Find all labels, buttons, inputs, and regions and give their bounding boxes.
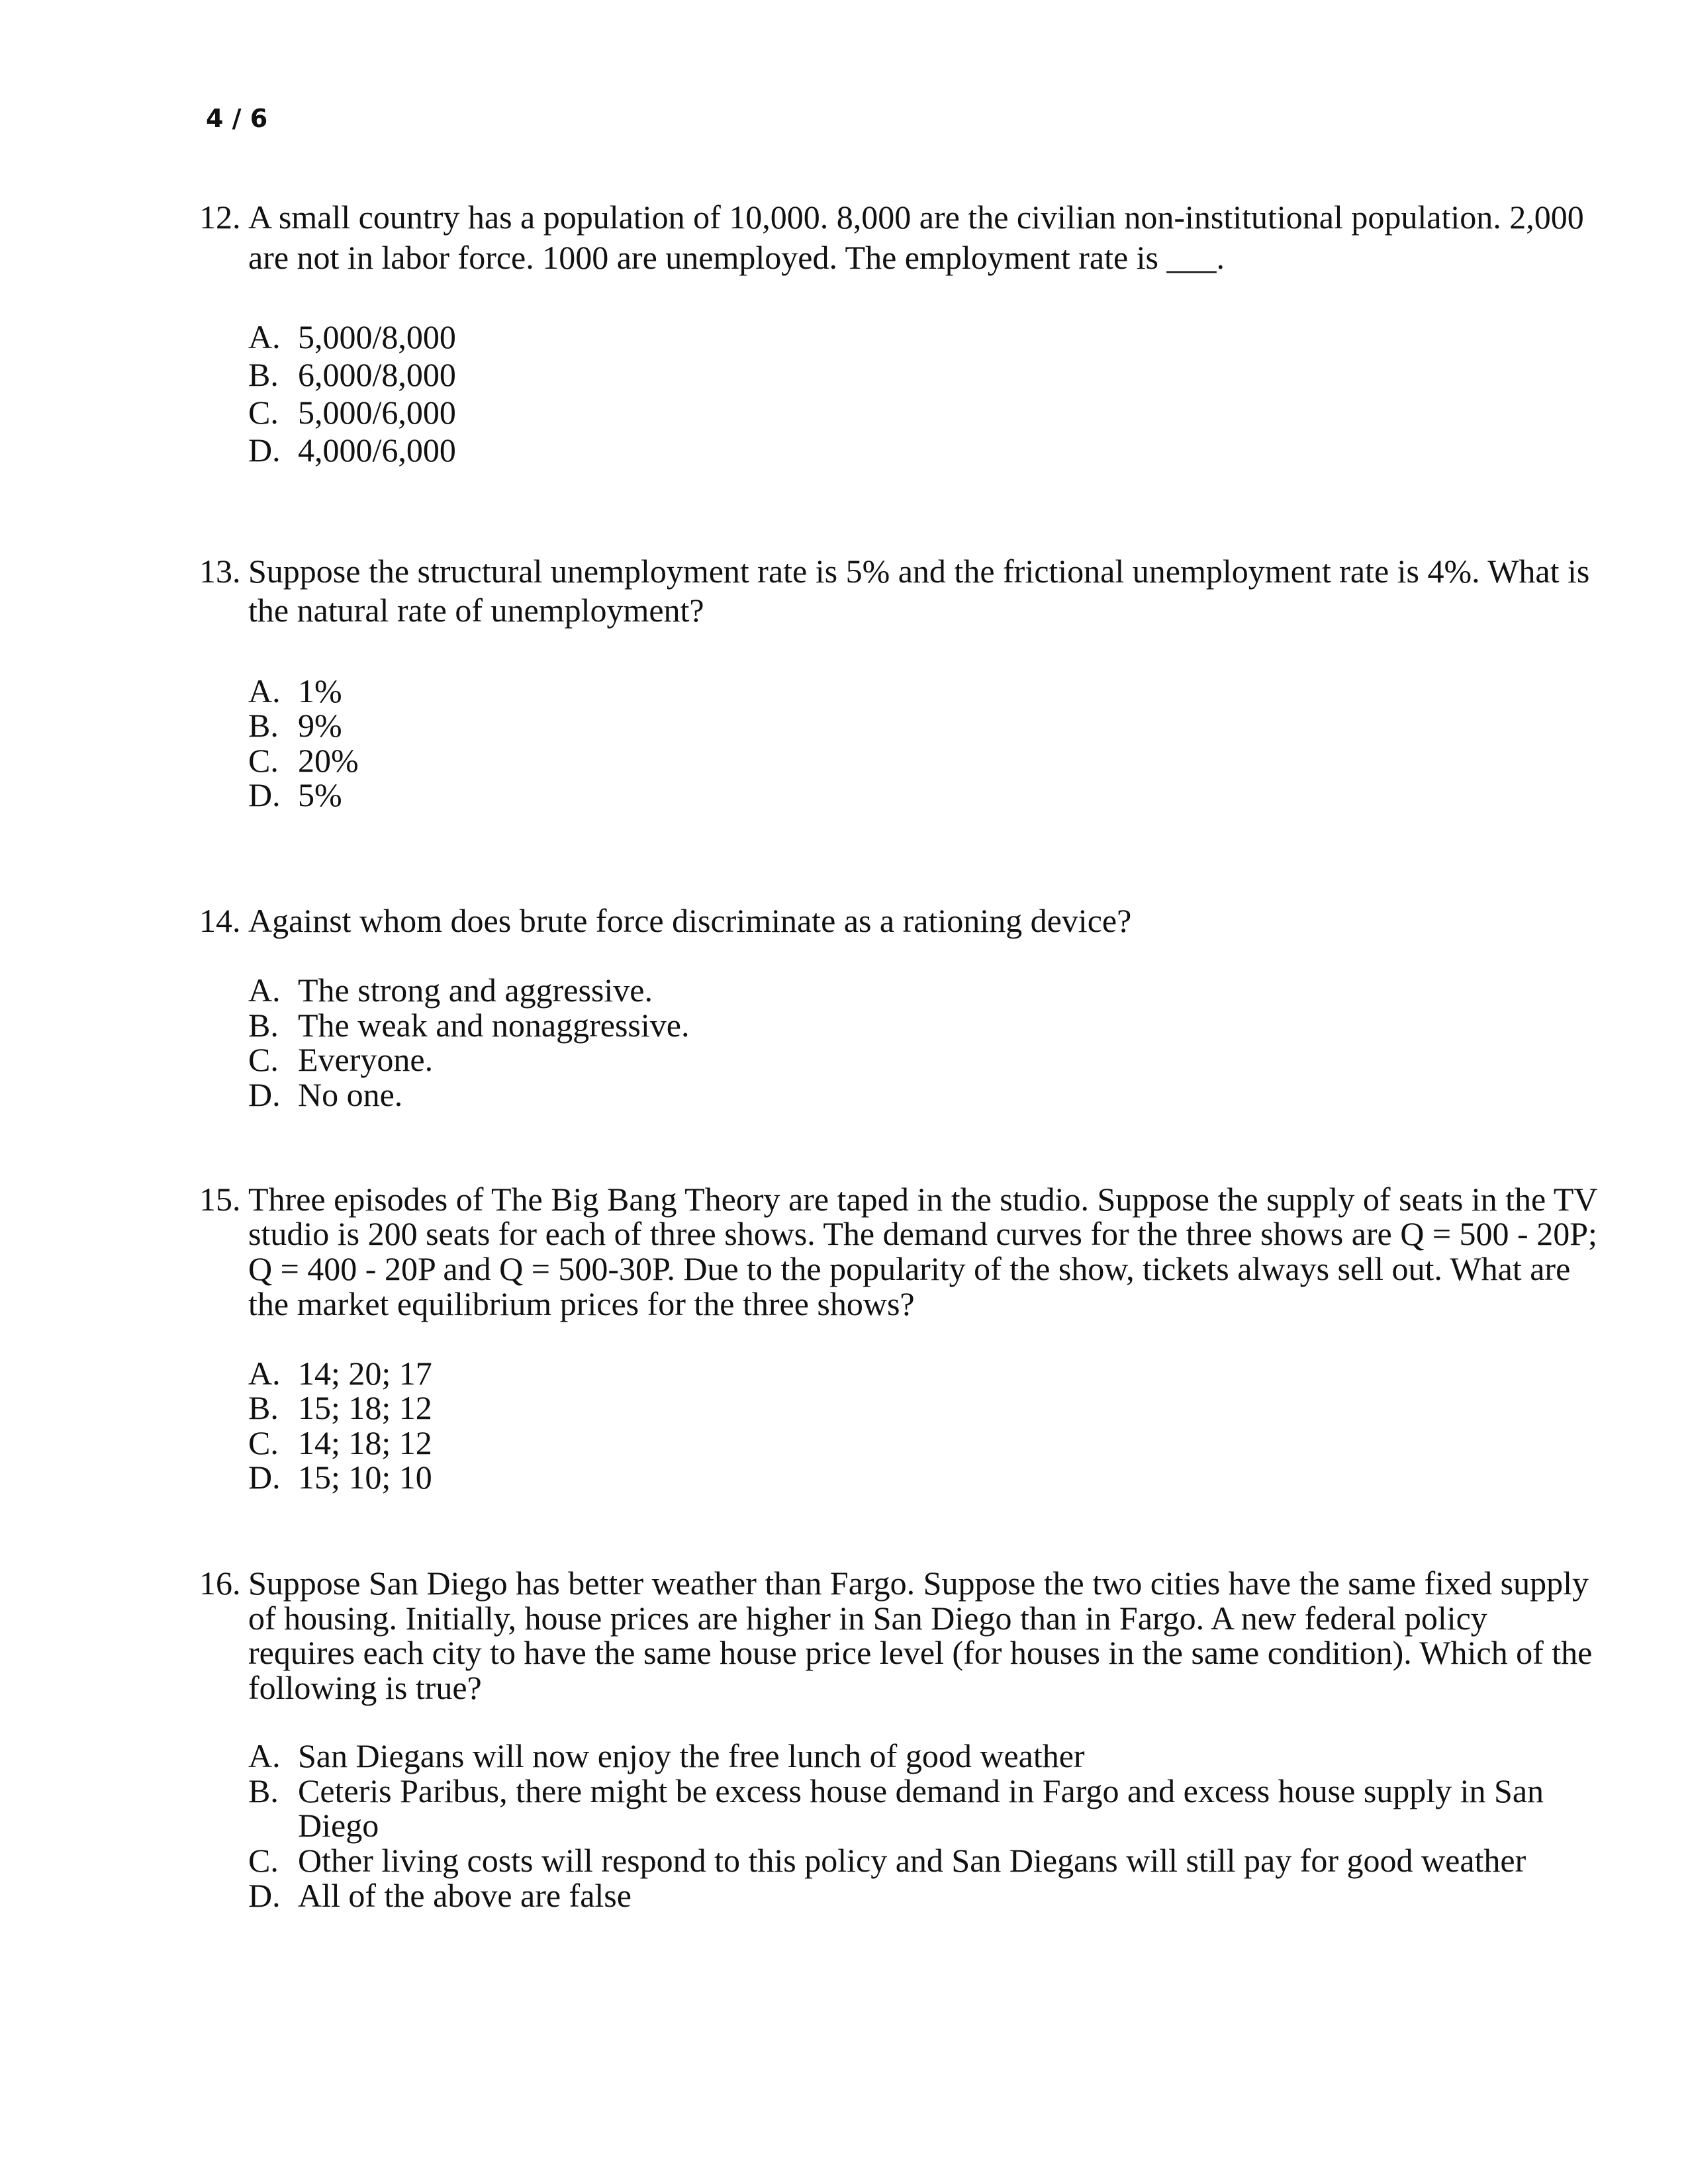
- question-number: 12.: [199, 199, 241, 236]
- option-text: 20%: [298, 742, 359, 779]
- option-text: 14; 20; 17: [298, 1355, 432, 1392]
- option-text: Diego: [298, 1807, 379, 1844]
- option-letter: D.: [248, 776, 281, 813]
- question-text-line: Against whom does brute force discriminate as a rationing device?: [248, 902, 1132, 939]
- option-text: San Diegans will now enjoy the free lunch of good weather: [298, 1737, 1085, 1774]
- question-text-line: following is true?: [248, 1669, 482, 1706]
- question-text-line: Suppose San Diego has better weather than Fargo. Suppose the two cities have the same fixed supply: [248, 1565, 1589, 1602]
- option-letter: D.: [248, 432, 281, 469]
- option-text: Everyone.: [298, 1041, 434, 1078]
- option-letter: A.: [248, 972, 281, 1009]
- option-text: 15; 18; 12: [298, 1389, 432, 1426]
- option-letter: B.: [248, 356, 279, 393]
- option-text: The weak and nonaggressive.: [298, 1007, 690, 1044]
- question-text-line: the natural rate of unemployment?: [248, 592, 704, 629]
- option-text: 9%: [298, 707, 342, 744]
- option-letter: C.: [248, 742, 279, 779]
- option-letter: C.: [248, 394, 279, 431]
- option-text: No one.: [298, 1076, 403, 1113]
- option-text: The strong and aggressive.: [298, 972, 653, 1009]
- option-text: 15; 10; 10: [298, 1459, 432, 1496]
- question-text-line: studio is 200 seats for each of three shows. The demand curves for the three shows are Q = 500 - 20P;: [248, 1215, 1597, 1252]
- option-text: 6,000/8,000: [298, 356, 456, 393]
- option-letter: A.: [248, 318, 281, 355]
- option-text: All of the above are false: [298, 1877, 632, 1914]
- option-letter: B.: [248, 707, 279, 744]
- question-number: 16.: [199, 1565, 241, 1602]
- option-text: 4,000/6,000: [298, 432, 456, 469]
- question-text-line: the market equilibrium prices for the three shows?: [248, 1285, 915, 1322]
- option-text: Other living costs will respond to this policy and San Diegans will still pay for good weather: [298, 1842, 1526, 1879]
- option-letter: C.: [248, 1424, 279, 1461]
- option-text: Ceteris Paribus, there might be excess house demand in Fargo and excess house supply in San: [298, 1772, 1544, 1809]
- option-letter: A.: [248, 672, 281, 709]
- option-letter: D.: [248, 1877, 281, 1914]
- option-text: 14; 18; 12: [298, 1424, 432, 1461]
- question-text-line: Suppose the structural unemployment rate is 5% and the frictional unemployment rate is 4%. What is: [248, 553, 1590, 590]
- option-letter: A.: [248, 1737, 281, 1774]
- option-letter: B.: [248, 1389, 279, 1426]
- option-letter: D.: [248, 1459, 281, 1496]
- option-letter: D.: [248, 1076, 281, 1113]
- option-text: 1%: [298, 672, 342, 709]
- page-number: 4 / 6: [206, 104, 268, 133]
- option-letter: B.: [248, 1007, 279, 1044]
- option-letter: A.: [248, 1355, 281, 1392]
- question-text-line: Q = 400 - 20P and Q = 500-30P. Due to the popularity of the show, tickets always sell out. What are: [248, 1250, 1571, 1287]
- option-text: 5%: [298, 776, 342, 813]
- question-text-line: A small country has a population of 10,000. 8,000 are the civilian non-institutional population. 2,000: [248, 199, 1584, 236]
- question-number: 13.: [199, 553, 241, 590]
- question-number: 15.: [199, 1181, 241, 1218]
- question-number: 14.: [199, 902, 241, 939]
- question-text-line: of housing. Initially, house prices are higher in San Diego than in Fargo. A new federal policy: [248, 1600, 1487, 1637]
- question-text-line: Three episodes of The Big Bang Theory are taped in the studio. Suppose the supply of seats in the TV: [248, 1181, 1598, 1218]
- question-text-line: are not in labor force. 1000 are unemployed. The employment rate is ___.: [248, 239, 1225, 276]
- option-text: 5,000/6,000: [298, 394, 456, 431]
- question-text-line: requires each city to have the same house price level (for houses in the same condition). Which of the: [248, 1634, 1593, 1671]
- option-letter: C.: [248, 1842, 279, 1879]
- option-letter: C.: [248, 1041, 279, 1078]
- option-text: 5,000/8,000: [298, 318, 456, 355]
- option-letter: B.: [248, 1772, 279, 1809]
